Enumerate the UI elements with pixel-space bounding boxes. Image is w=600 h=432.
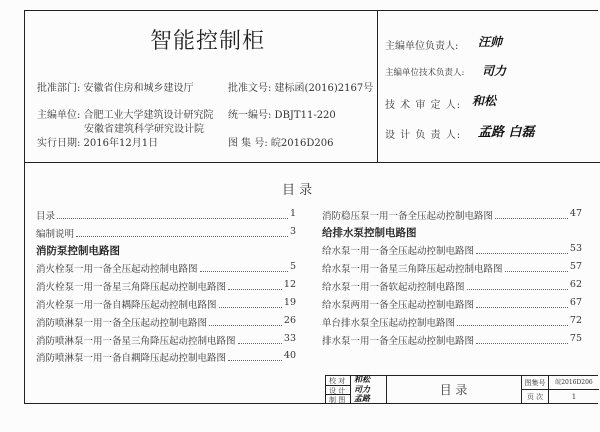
- toc-entry[interactable]: [36, 350, 296, 364]
- toc-entry-page: 47: [569, 208, 582, 219]
- toc-entry-page: 3: [289, 226, 296, 237]
- check-label: 校 对: [326, 376, 351, 386]
- toc-entry-page: 33: [283, 333, 296, 344]
- toc-entry[interactable]: [322, 243, 582, 257]
- toc-entry[interactable]: [36, 226, 296, 240]
- toc-entry[interactable]: [322, 261, 582, 275]
- toc-entry-page: 53: [569, 243, 582, 254]
- approval-dept: 批准部门: 安徽省住房和城乡建设厅: [37, 83, 194, 94]
- toc-entry-label: 消火栓泵一用一备星三角降压起动控制电路图: [36, 282, 227, 293]
- signature-label: 技 术 审 定 人:: [385, 100, 462, 111]
- signature: 汪帅: [478, 35, 503, 49]
- leader-dots: [228, 350, 282, 361]
- toc-entry-page: 57: [569, 261, 582, 272]
- editor-unit-2: 安徽省建筑科学研究设计院: [84, 124, 204, 135]
- atlas-value: 皖2016D206: [549, 376, 599, 390]
- toc-entry[interactable]: [36, 315, 296, 329]
- leader-dots: [238, 333, 282, 344]
- leader-dots: [209, 315, 282, 326]
- atlas-label: 图集号: [521, 376, 549, 390]
- toc-entry-label: 消火栓泵一用一备全压起动控制电路图: [36, 264, 198, 275]
- toc-entry-label: 给水泵两用一备全压起动控制电路图: [322, 300, 475, 311]
- leader-dots: [476, 297, 568, 308]
- title-block-name: 目 录: [439, 383, 468, 397]
- page-title: 智能控制柜: [150, 29, 266, 54]
- signature-label: 主编单位负责人:: [385, 41, 459, 52]
- leader-dots: [57, 208, 288, 219]
- toc-entry-label: 给水泵一用一备星三角降压起动控制电路图: [322, 264, 503, 275]
- toc-entry-page: 40: [283, 350, 296, 361]
- toc-entry[interactable]: [322, 333, 582, 347]
- leader-dots: [476, 333, 568, 344]
- signature-label: 主编单位技术负责人:: [385, 68, 465, 78]
- leader-dots: [228, 279, 282, 290]
- toc-entry-label: 消防喷淋泵一用一备星三角降压起动控制电路图: [36, 336, 236, 347]
- approval-doc: 批准文号: 建标函(2016)2167号: [228, 83, 374, 94]
- toc-entry-label: 编制说明: [36, 229, 75, 240]
- toc-entry-label: 消火栓泵一用一备自耦降压起动控制电路图: [36, 300, 217, 311]
- toc-entry-page: 1: [289, 208, 296, 219]
- toc-entry-label: 排水泵一用一备全压起动控制电路图: [322, 336, 475, 347]
- signature: 和松: [472, 94, 497, 108]
- unified-code: 统一编号: DBJT11-220: [228, 110, 336, 121]
- page-label: 页 次: [521, 390, 549, 404]
- toc-entry-label: 消防稳压泵一用一备全压起动控制电路图: [322, 211, 494, 222]
- toc-entry-label: 目录: [36, 211, 56, 222]
- toc-section-heading: 消防泵控制电路图: [36, 245, 120, 257]
- page-value: 1: [571, 393, 577, 401]
- draw-signature: 孟路: [354, 393, 370, 403]
- toc-entry[interactable]: [322, 297, 582, 311]
- toc-entry-label: 单台排水泵全压起动控制电路图: [322, 318, 456, 329]
- title-block: [325, 375, 598, 404]
- design-signature: 司力: [354, 384, 370, 394]
- toc-entry[interactable]: [36, 208, 296, 222]
- toc-entry-label: 消防喷淋泵一用一备自耦降压起动控制电路图: [36, 353, 227, 364]
- signature: 司力: [482, 64, 507, 78]
- toc-entry-page: 5: [289, 261, 296, 272]
- design-label: 设 计: [326, 386, 351, 395]
- toc-entry-page: 62: [569, 279, 582, 290]
- leader-dots: [505, 261, 568, 272]
- leader-dots: [76, 226, 288, 237]
- toc-entry[interactable]: [322, 208, 582, 222]
- leader-dots: [219, 297, 282, 308]
- toc-entry-page: 75: [569, 333, 582, 344]
- toc-section-heading: 给排水泵控制电路图: [322, 227, 417, 239]
- effective-date: 实行日期: 2016年12月1日: [37, 138, 159, 149]
- editor-unit: 主编单位: 合肥工业大学建筑设计研究院: [37, 110, 214, 121]
- divider: [377, 10, 378, 162]
- toc-entry-page: 26: [283, 315, 296, 326]
- signature-label: 设 计 负 责 人:: [385, 130, 462, 141]
- toc-entry-page: 19: [283, 297, 296, 308]
- toc-entry[interactable]: [36, 297, 296, 311]
- toc-entry[interactable]: [36, 279, 296, 293]
- toc-entry[interactable]: [36, 261, 296, 275]
- signature: 孟路 白磊: [478, 125, 535, 140]
- toc-entry[interactable]: [322, 279, 582, 293]
- leader-dots: [467, 279, 568, 290]
- toc-heading: 目 录: [282, 183, 313, 198]
- check-signature: 和松: [354, 374, 370, 384]
- divider: [24, 162, 600, 163]
- leader-dots: [457, 315, 568, 326]
- toc-entry-label: 消防喷淋泵一用一备全压起动控制电路图: [36, 318, 208, 329]
- leader-dots: [200, 261, 288, 272]
- toc-entry[interactable]: [36, 333, 296, 347]
- toc-entry-page: 67: [569, 297, 582, 308]
- toc-entry-label: 给水泵一用一备全压起动控制电路图: [322, 246, 475, 257]
- toc-entry[interactable]: [322, 315, 582, 329]
- atlas-number: 图 集 号: 皖2016D206: [228, 138, 334, 149]
- toc-entry-page: 72: [569, 315, 582, 326]
- leader-dots: [476, 243, 568, 254]
- leader-dots: [495, 208, 568, 219]
- toc-entry-page: 12: [283, 279, 296, 290]
- draw-label: 制 图: [326, 395, 351, 404]
- toc-entry-label: 给水泵一用一备软起动控制电路图: [322, 282, 465, 293]
